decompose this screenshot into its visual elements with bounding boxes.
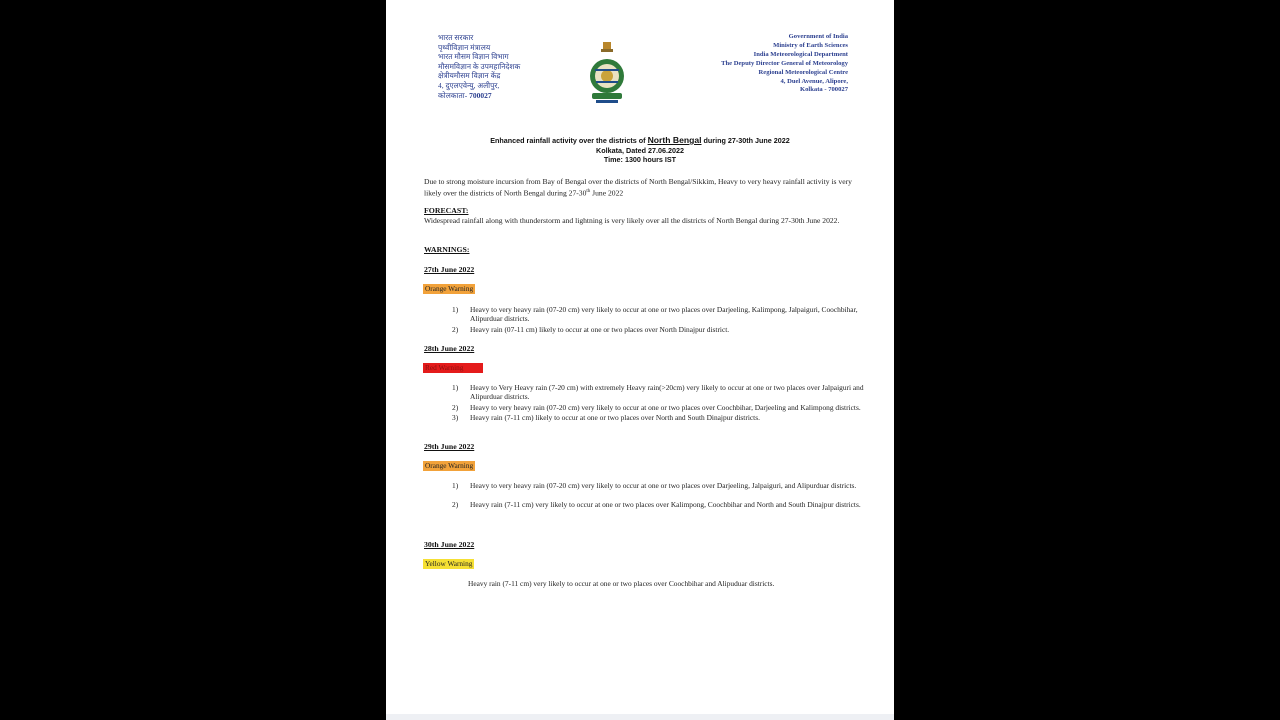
list-item-text: Heavy to very heavy rain (07-20 cm) very likely to occur at one or two places over Darjeeling, Jalpaiguri, and Alipurduar districts. <box>470 481 857 490</box>
letterhead-hindi-line: पृथ्वीविज्ञान मंत्रालय <box>438 42 491 52</box>
warning-list <box>452 481 864 511</box>
document-page <box>386 0 894 720</box>
list-item-text: Heavy to very heavy rain (07-20 cm) very likely to occur at one or two places over Darjeeling, Kalimpong, Jalpaiguri, Coochbihar, Alipurduar districts. <box>470 305 858 324</box>
warning-level-badge: Yellow Warning <box>425 559 473 568</box>
letterhead-english-line: Ministry of Earth Sciences <box>773 41 848 49</box>
warning-date: 30th June 2022 <box>424 540 475 549</box>
list-item <box>452 413 864 422</box>
bulletin-title-line <box>386 136 894 146</box>
warning-date: 27th June 2022 <box>424 265 475 274</box>
warning-level-badge: Orange Warning <box>425 284 474 293</box>
letterhead-hindi-city: कोलकाता- <box>438 90 468 100</box>
letterhead-english-line: Kolkata - 700027 <box>800 86 848 94</box>
intro-sup: th <box>586 188 591 194</box>
letterhead-english-line: Government of India <box>788 33 848 40</box>
warning-list <box>452 383 864 423</box>
list-item-text: Heavy rain (7-11 cm) likely to occur at one or two places over North and South Dinajpur districts. <box>470 412 760 422</box>
letterhead-english-line: Regional Meteorological Centre <box>758 68 848 76</box>
list-item <box>452 403 864 412</box>
letterhead-hindi-pin: 700027 <box>469 90 492 100</box>
warning-text: Heavy rain (7-11 cm) very likely to occur at one or two places over Coochbihar and Alipuduar districts. <box>468 579 775 588</box>
list-item <box>452 325 864 334</box>
bulletin-time: Time: 1300 hours IST <box>603 155 677 164</box>
warning-date: 28th June 2022 <box>424 344 475 353</box>
list-item <box>452 383 864 402</box>
forecast-text: Widespread rainfall along with thunderstorm and lightning is very likely over all the districts of North Bengal during 27-30th June 2022. <box>424 216 840 225</box>
warning-date: 29th June 2022 <box>424 442 475 451</box>
forecast-heading: FORECAST: <box>424 206 469 215</box>
letterhead-hindi-line: मौसमविज्ञान के उपमहानिदेशक <box>438 61 521 71</box>
letterhead-hindi-line: क्षेत्रीयमौसम विज्ञान केंद्र <box>438 71 501 81</box>
warning-list <box>452 305 864 335</box>
title-suffix: during 27-30th June 2022 <box>701 136 790 145</box>
warnings-heading: WARNINGS: <box>424 245 470 254</box>
list-item-number: 3) <box>452 412 459 422</box>
list-item-number: 1) <box>452 305 459 314</box>
list-item-number: 1) <box>452 383 459 392</box>
intro-paragraph <box>424 177 862 198</box>
letterhead-hindi <box>438 33 520 100</box>
list-item-text: Heavy to Very Heavy rain (7-20 cm) with extremely Heavy rain(>20cm) very likely to occur at one or two places over Jalpaiguri and Alipurduar districts. <box>470 383 864 402</box>
page-bottom-edge <box>386 714 894 720</box>
bulletin-date: Kolkata, Dated 27.06.2022 <box>596 145 684 155</box>
letterhead-hindi-city-line <box>438 91 520 101</box>
warning-level-badge: Orange Warning <box>425 461 474 470</box>
intro-end: June 2022 <box>590 188 624 198</box>
letterhead-english-line: 4, Duel Avenue, Alipore, <box>780 77 848 85</box>
letterhead-hindi-line: भारत मौसम विज्ञान विभाग <box>438 52 509 62</box>
title-prefix: Enhanced rainfall activity over the districts of <box>490 136 648 145</box>
list-item-text: Heavy rain (7-11 cm) very likely to occur at one or two places over Kalimpong, Coochbihar and North and South Dinajpur districts. <box>470 500 861 510</box>
list-item <box>452 500 864 509</box>
letterhead-hindi-line: भारत सरकार <box>438 33 474 42</box>
list-item-number: 2) <box>452 402 459 412</box>
letterhead-english <box>721 33 848 95</box>
list-item-text: Heavy to very heavy rain (07-20 cm) very likely to occur at one or two places over Coochbihar, Darjeeling and Kalimpong districts. <box>470 402 861 412</box>
list-item-number: 2) <box>452 500 459 510</box>
bulletin-title <box>386 136 894 165</box>
imd-emblem-logo <box>586 40 628 104</box>
warning-level-badge: Red Warning <box>423 363 483 373</box>
letterhead-english-line: India Meteorological Department <box>753 50 848 58</box>
list-item <box>452 481 864 490</box>
list-item-number: 2) <box>452 324 459 334</box>
list-item <box>452 305 864 324</box>
list-item-number: 1) <box>452 481 459 490</box>
letterhead-hindi-line: 4, दुएलएवेन्यु, अलीपुर, <box>438 80 500 90</box>
letterhead-english-line: The Deputy Director General of Meteorology <box>721 59 848 67</box>
title-highlight: North Bengal <box>647 135 702 145</box>
list-item-text: Heavy rain (07-11 cm) likely to occur at one or two places over North Dinajpur district. <box>470 324 730 334</box>
intro-text: Due to strong moisture incursion from Bay of Bengal over the districts of North Bengal/Sikkim, Heavy to very heavy rainfall activity is very likely over the districts of North Bengal during 27-30 <box>424 177 852 198</box>
